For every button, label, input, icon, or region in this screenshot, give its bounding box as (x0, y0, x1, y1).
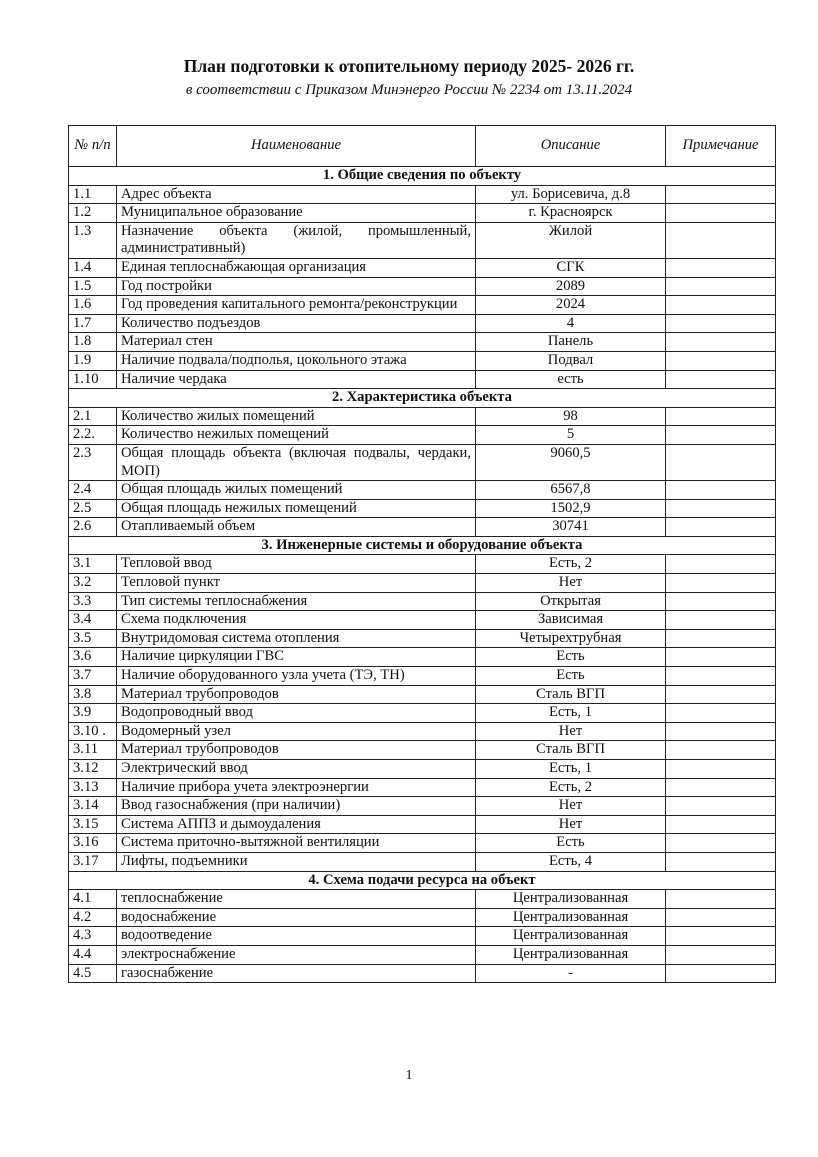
row-description: 6567,8 (476, 481, 666, 500)
row-note (666, 481, 776, 500)
row-name: Количество подъездов (117, 314, 476, 333)
row-description: 98 (476, 407, 666, 426)
row-description: Сталь ВГП (476, 741, 666, 760)
row-number: 1.9 (69, 351, 117, 370)
row-note (666, 815, 776, 834)
row-name: Наличие чердака (117, 370, 476, 389)
row-note (666, 778, 776, 797)
row-note (666, 222, 776, 258)
row-description: Нет (476, 815, 666, 834)
row-description: Подвал (476, 351, 666, 370)
row-note (666, 797, 776, 816)
section-row (69, 536, 776, 555)
row-description: есть (476, 370, 666, 389)
document-subtitle: в соответствии с Приказом Минэнерго России № 2234 от 13.11.2024 (185, 82, 633, 98)
table-row (69, 797, 776, 816)
row-name: Тепловой пункт (117, 574, 476, 593)
table-row (69, 852, 776, 871)
row-description: Есть, 1 (476, 704, 666, 723)
row-number: 4.3 (69, 927, 117, 946)
table-row (69, 333, 776, 352)
row-number: 3.6 (69, 648, 117, 667)
row-name: Адрес объекта (117, 185, 476, 204)
row-description: Централизованная (476, 890, 666, 909)
row-number: 1.10 (69, 370, 117, 389)
row-name: водоотведение (117, 927, 476, 946)
row-note (666, 908, 776, 927)
row-number: 3.13 (69, 778, 117, 797)
table-row (69, 704, 776, 723)
plan-table-body (69, 167, 776, 983)
row-name: Назначение объекта (жилой, промышленный, административный) (117, 222, 476, 258)
row-description: Централизованная (476, 908, 666, 927)
section-row (69, 167, 776, 186)
row-description: Есть (476, 834, 666, 853)
row-number: 3.5 (69, 629, 117, 648)
table-row (69, 778, 776, 797)
section-title: 2. Характеристика объекта (69, 389, 776, 408)
row-name: Общая площадь нежилых помещений (117, 499, 476, 518)
row-note (666, 890, 776, 909)
row-name: Год проведения капитального ремонта/реконструкции (117, 296, 476, 315)
row-description: Открытая (476, 592, 666, 611)
row-number: 3.12 (69, 760, 117, 779)
row-name: газоснабжение (117, 964, 476, 983)
row-note (666, 667, 776, 686)
row-note (666, 927, 776, 946)
row-number: 1.5 (69, 277, 117, 296)
section-row (69, 389, 776, 408)
row-name: Количество жилых помещений (117, 407, 476, 426)
table-row (69, 908, 776, 927)
row-name: Тип системы теплоснабжения (117, 592, 476, 611)
row-name: Общая площадь объекта (включая подвалы, чердаки, МОП) (117, 444, 476, 480)
row-note (666, 314, 776, 333)
row-number: 4.2 (69, 908, 117, 927)
row-number: 3.2 (69, 574, 117, 593)
table-row (69, 426, 776, 445)
table-header-row (69, 126, 776, 167)
table-row (69, 629, 776, 648)
table-row (69, 945, 776, 964)
row-name: Общая площадь жилых помещений (117, 481, 476, 500)
row-number: 3.1 (69, 555, 117, 574)
row-number: 1.8 (69, 333, 117, 352)
row-number: 2.3 (69, 444, 117, 480)
row-description: - (476, 964, 666, 983)
table-row (69, 296, 776, 315)
row-number: 2.6 (69, 518, 117, 537)
row-note (666, 333, 776, 352)
row-number: 2.2. (69, 426, 117, 445)
row-number: 3.11 (69, 741, 117, 760)
row-name: Материал трубопроводов (117, 685, 476, 704)
row-name: Отапливаемый объем (117, 518, 476, 537)
row-note (666, 407, 776, 426)
row-number: 3.9 (69, 704, 117, 723)
row-name: Материал стен (117, 333, 476, 352)
row-note (666, 834, 776, 853)
table-row (69, 185, 776, 204)
row-description: Нет (476, 722, 666, 741)
row-description: Есть, 4 (476, 852, 666, 871)
row-description: 2024 (476, 296, 666, 315)
row-number: 2.4 (69, 481, 117, 500)
row-number: 3.15 (69, 815, 117, 834)
table-row (69, 760, 776, 779)
row-note (666, 574, 776, 593)
table-row (69, 574, 776, 593)
header-num: № п/п (69, 126, 117, 167)
table-row (69, 890, 776, 909)
plan-table (68, 125, 776, 983)
row-name: Тепловой ввод (117, 555, 476, 574)
row-number: 3.3 (69, 592, 117, 611)
table-row (69, 741, 776, 760)
row-note (666, 722, 776, 741)
table-row (69, 499, 776, 518)
row-description: Панель (476, 333, 666, 352)
row-description: Есть, 2 (476, 555, 666, 574)
row-note (666, 648, 776, 667)
section-title: 3. Инженерные системы и оборудование объекта (69, 536, 776, 555)
table-row (69, 481, 776, 500)
row-name: Наличие оборудованного узла учета (ТЭ, ТН) (117, 667, 476, 686)
row-note (666, 704, 776, 723)
page-number: 1 (405, 1068, 413, 1083)
row-description: 30741 (476, 518, 666, 537)
row-name: Внутридомовая система отопления (117, 629, 476, 648)
row-number: 3.17 (69, 852, 117, 871)
table-row (69, 927, 776, 946)
row-name: электроснабжение (117, 945, 476, 964)
row-number: 4.5 (69, 964, 117, 983)
row-name: Электрический ввод (117, 760, 476, 779)
row-name: Наличие прибора учета электроэнергии (117, 778, 476, 797)
row-note (666, 945, 776, 964)
row-number: 3.7 (69, 667, 117, 686)
row-number: 2.5 (69, 499, 117, 518)
row-description: 9060,5 (476, 444, 666, 480)
table-row (69, 314, 776, 333)
row-number: 4.4 (69, 945, 117, 964)
row-number: 1.6 (69, 296, 117, 315)
row-description: Жилой (476, 222, 666, 258)
table-row (69, 258, 776, 277)
row-description: 1502,9 (476, 499, 666, 518)
row-note (666, 277, 776, 296)
row-note (666, 370, 776, 389)
row-number: 3.10 . (69, 722, 117, 741)
row-number: 2.1 (69, 407, 117, 426)
table-row (69, 964, 776, 983)
row-description: СГК (476, 258, 666, 277)
table-row (69, 351, 776, 370)
row-description: Централизованная (476, 927, 666, 946)
row-name: Материал трубопроводов (117, 741, 476, 760)
row-name: Наличие циркуляции ГВС (117, 648, 476, 667)
section-title: 4. Схема подачи ресурса на объект (69, 871, 776, 890)
row-description: 2089 (476, 277, 666, 296)
row-note (666, 185, 776, 204)
row-name: водоснабжение (117, 908, 476, 927)
row-note (666, 964, 776, 983)
row-note (666, 611, 776, 630)
table-row (69, 648, 776, 667)
row-note (666, 204, 776, 223)
row-name: Лифты, подъемники (117, 852, 476, 871)
row-name: Ввод газоснабжения (при наличии) (117, 797, 476, 816)
row-number: 1.4 (69, 258, 117, 277)
row-note (666, 760, 776, 779)
row-number: 3.14 (69, 797, 117, 816)
table-row (69, 204, 776, 223)
row-name: Единая теплоснабжающая организация (117, 258, 476, 277)
table-row (69, 834, 776, 853)
section-row (69, 871, 776, 890)
row-name: Количество нежилых помещений (117, 426, 476, 445)
row-description: Есть, 2 (476, 778, 666, 797)
row-note (666, 258, 776, 277)
row-description: Нет (476, 574, 666, 593)
row-description: ул. Борисевича, д.8 (476, 185, 666, 204)
row-description: 5 (476, 426, 666, 445)
row-note (666, 685, 776, 704)
table-row (69, 815, 776, 834)
table-row (69, 667, 776, 686)
row-name: Год постройки (117, 277, 476, 296)
row-name: Схема подключения (117, 611, 476, 630)
row-name: Наличие подвала/подполья, цокольного этажа (117, 351, 476, 370)
row-note (666, 499, 776, 518)
row-description: Есть, 1 (476, 760, 666, 779)
header-name: Наименование (117, 126, 476, 167)
header-note: Примечание (666, 126, 776, 167)
row-description: Сталь ВГП (476, 685, 666, 704)
table-row (69, 444, 776, 480)
table-row (69, 685, 776, 704)
row-number: 1.2 (69, 204, 117, 223)
row-note (666, 741, 776, 760)
row-note (666, 852, 776, 871)
row-number: 1.1 (69, 185, 117, 204)
row-number: 1.7 (69, 314, 117, 333)
row-description: Есть (476, 648, 666, 667)
row-number: 4.1 (69, 890, 117, 909)
row-number: 3.16 (69, 834, 117, 853)
row-description: Четырехтрубная (476, 629, 666, 648)
row-note (666, 351, 776, 370)
row-name: Водомерный узел (117, 722, 476, 741)
header-desc: Описание (476, 126, 666, 167)
row-note (666, 629, 776, 648)
table-row (69, 592, 776, 611)
row-number: 3.4 (69, 611, 117, 630)
section-title: 1. Общие сведения по объекту (69, 167, 776, 186)
row-note (666, 444, 776, 480)
table-row (69, 222, 776, 258)
row-name: Муниципальное образование (117, 204, 476, 223)
row-note (666, 592, 776, 611)
table-row (69, 370, 776, 389)
row-name: теплоснабжение (117, 890, 476, 909)
row-name: Система приточно-вытяжной вентиляции (117, 834, 476, 853)
row-note (666, 555, 776, 574)
table-row (69, 407, 776, 426)
row-name: Водопроводный ввод (117, 704, 476, 723)
row-description: г. Красноярск (476, 204, 666, 223)
row-description: 4 (476, 314, 666, 333)
table-row (69, 277, 776, 296)
table-row (69, 518, 776, 537)
row-note (666, 518, 776, 537)
row-note (666, 426, 776, 445)
row-description: Нет (476, 797, 666, 816)
table-row (69, 611, 776, 630)
table-row (69, 555, 776, 574)
row-description: Зависимая (476, 611, 666, 630)
row-description: Есть (476, 667, 666, 686)
row-number: 3.8 (69, 685, 117, 704)
row-note (666, 296, 776, 315)
row-number: 1.3 (69, 222, 117, 258)
row-name: Система АППЗ и дымоудаления (117, 815, 476, 834)
table-row (69, 722, 776, 741)
document-title: План подготовки к отопительному периоду 2025- 2026 гг. (183, 56, 635, 76)
row-description: Централизованная (476, 945, 666, 964)
